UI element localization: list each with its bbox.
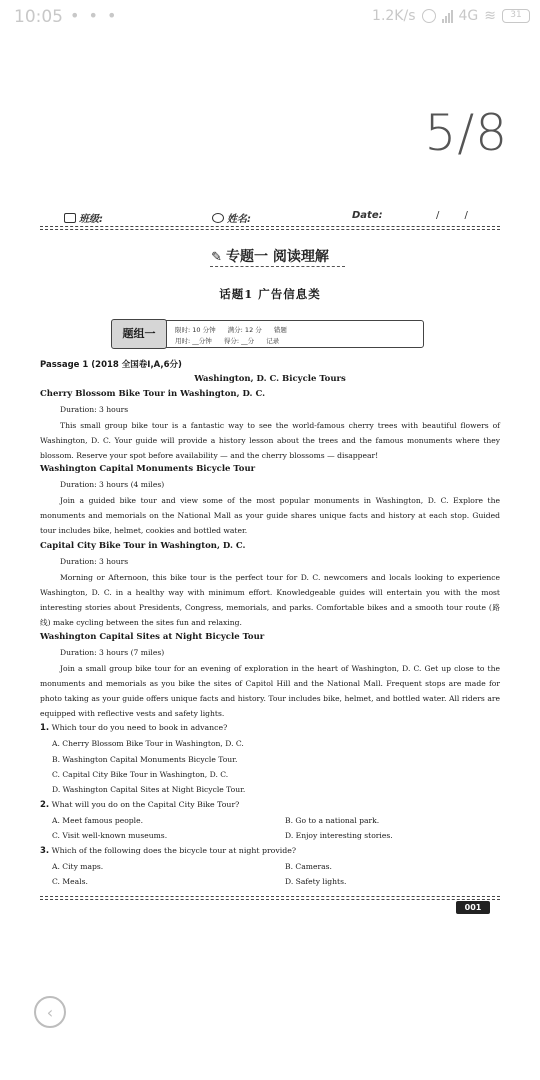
answer-option[interactable]: C. Capital City Bike Tour in Washington, D. C. bbox=[52, 770, 229, 779]
subtitle: 话题1 广告信息类 bbox=[219, 287, 321, 301]
page-indicator: 5/8 bbox=[424, 104, 508, 162]
answer-option[interactable]: A. Meet famous people. bbox=[52, 816, 143, 825]
class-label: 班级: bbox=[79, 214, 103, 225]
section-text: Join a guided bike tour and view some of the most popular monuments in Washington, D. C. Explore the monuments and memorials on the National Mall as your guide shares unique facts and history at each stop. Guided tour includes bike, helmet, cookies and bottled water. bbox=[40, 496, 500, 535]
group-row-limit: 限时: 10 分钟 满分: 12 分 错题 bbox=[175, 326, 287, 334]
answer-option[interactable]: B. Go to a national park. bbox=[285, 816, 380, 825]
page-number-badge: 001 bbox=[456, 901, 490, 914]
group-tag: 题组一 bbox=[111, 319, 167, 349]
section-heading: Washington Capital Sites at Night Bicycle Tour bbox=[40, 632, 265, 642]
section-duration: Duration: 3 hours bbox=[60, 557, 129, 566]
date-slashes: / / bbox=[436, 210, 468, 221]
name-field bbox=[212, 210, 251, 225]
wifi-icon: ≋ bbox=[484, 8, 496, 24]
class-field bbox=[64, 210, 103, 225]
signal-icon bbox=[442, 10, 453, 23]
group-row-used: 用时: __分钟 得分: __分 记录 bbox=[175, 337, 280, 345]
house-icon bbox=[64, 213, 76, 223]
answer-option[interactable]: D. Safety lights. bbox=[285, 877, 347, 886]
group-info-box bbox=[112, 320, 424, 348]
battery-icon: 31 bbox=[502, 9, 530, 23]
answer-option[interactable]: B. Cameras. bbox=[285, 862, 332, 871]
section-heading: Cherry Blossom Bike Tour in Washington, D. C. bbox=[40, 389, 266, 399]
chevron-left-icon: ‹ bbox=[46, 1002, 54, 1022]
notification-dots: • • • bbox=[70, 6, 119, 25]
network-type: 4G bbox=[458, 8, 479, 24]
person-icon bbox=[212, 213, 224, 223]
alarm-icon bbox=[422, 9, 436, 23]
passage-heading: Passage 1 (2018 全国卷Ⅰ,A,6分) bbox=[40, 360, 182, 370]
answer-option[interactable]: D. Enjoy interesting stories. bbox=[285, 831, 393, 840]
status-icons bbox=[372, 8, 530, 24]
section-text: Join a small group bike tour for an evening of exploration in the heart of Washington, D. C. Get up close to the monuments and memorials as you bike the sites of Capitol Hill and the National Mall. Frequent stops are made for photo taking as your guide offers unique facts and history. Tour includes bike, helmet, and bottled water. All riders are equipped with reflective vests and safety lights. bbox=[40, 664, 500, 718]
answer-option[interactable]: B. Washington Capital Monuments Bicycle Tour. bbox=[52, 755, 238, 764]
answer-option[interactable]: A. Cherry Blossom Bike Tour in Washington, D. C. bbox=[52, 739, 244, 748]
passage-title: Washington, D. C. Bicycle Tours bbox=[194, 374, 346, 384]
date-field bbox=[352, 210, 383, 221]
answer-option[interactable]: C. Visit well-known museums. bbox=[52, 831, 168, 840]
topic-title: ✎ 专题一 阅读理解 bbox=[211, 249, 329, 265]
status-bar bbox=[0, 0, 540, 34]
section-duration: Duration: 3 hours (7 miles) bbox=[60, 648, 165, 657]
date-label: Date: bbox=[352, 210, 383, 221]
section-text: This small group bike tour is a fantastic way to see the world-famous cherry trees with beautiful flowers of Washington, D. C. Your guide will provide a history lesson about the trees and the famous monuments where they blossom. Reserve your spot before availability — and the cherry blossoms — disappear! bbox=[40, 421, 500, 460]
pen-icon: ✎ bbox=[211, 250, 223, 265]
question: 1. Which tour do you need to book in advance? bbox=[40, 723, 228, 733]
status-time: 10:05 bbox=[14, 7, 63, 27]
section-duration: Duration: 3 hours (4 miles) bbox=[60, 480, 165, 489]
question: 2. What will you do on the Capital City Bike Tour? bbox=[40, 800, 240, 810]
answer-option[interactable]: D. Washington Capital Sites at Night Bicycle Tour. bbox=[52, 785, 246, 794]
section-heading: Capital City Bike Tour in Washington, D. C. bbox=[40, 541, 246, 551]
document-page[interactable] bbox=[40, 200, 500, 920]
answer-option[interactable]: C. Meals. bbox=[52, 877, 88, 886]
section-heading: Washington Capital Monuments Bicycle Tour bbox=[40, 464, 256, 474]
name-label: 姓名: bbox=[227, 214, 251, 225]
worksheet-header bbox=[40, 206, 500, 228]
answer-option[interactable]: A. City maps. bbox=[52, 862, 104, 871]
back-button[interactable] bbox=[34, 996, 66, 1028]
topic-underline bbox=[210, 266, 345, 267]
question: 3. Which of the following does the bicycle tour at night provide? bbox=[40, 846, 297, 856]
header-divider bbox=[40, 226, 500, 230]
section-text: Morning or Afternoon, this bike tour is the perfect tour for D. C. newcomers and locals looking to experience Washington, D. C. in a healthy way with minimum effort. Knowledgeable guides will entertain you with the most interesting stories about Presidents, Congress, memorials, and parks. Comfortable bikes and a smooth tour route (路线) make cycling between the sites fun and relaxing. bbox=[40, 573, 500, 627]
section-duration: Duration: 3 hours bbox=[60, 405, 129, 414]
network-speed: 1.2K/s bbox=[372, 8, 416, 24]
footer-divider bbox=[40, 896, 500, 900]
